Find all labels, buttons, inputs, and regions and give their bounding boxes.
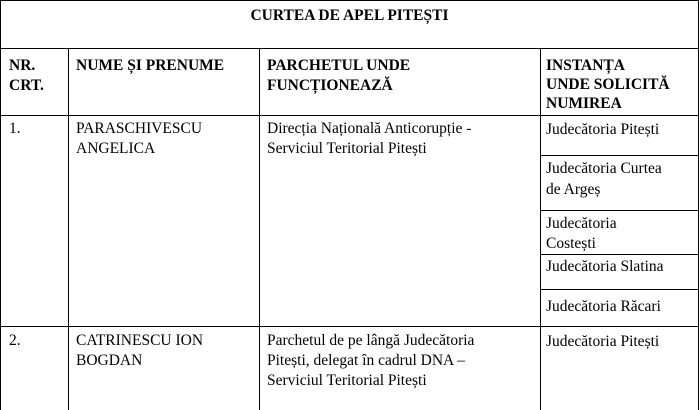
row2-nr: 2. <box>9 332 21 349</box>
row1-name-line1: PARASCHIVESCU <box>76 120 203 137</box>
row1-instanta-4: Judecătoria Slatina <box>546 258 664 275</box>
header-instanta-line2: UNDE SOLICITĂ <box>546 76 670 93</box>
col-divider-2 <box>259 48 260 410</box>
instanta-divider-2 <box>540 210 699 211</box>
instanta-divider-1 <box>540 155 699 156</box>
header-nr-line1: NR. <box>9 57 36 74</box>
col-divider-3 <box>540 48 541 410</box>
row2-name-line2: BOGDAN <box>76 352 143 369</box>
row2-instanta-1: Judecătoria Pitești <box>546 333 660 350</box>
row1-instanta-1: Judecătoria Pitești <box>546 121 660 138</box>
row1-instanta-2-line2: de Argeș <box>546 181 601 198</box>
court-title: CURTEA DE APEL PITEȘTI <box>250 7 449 24</box>
header-parchet-line1: PARCHETUL UNDE <box>267 57 411 74</box>
row1-name-line2: ANGELICA <box>76 140 156 157</box>
row-divider <box>0 326 699 327</box>
table-border-top <box>0 0 699 1</box>
row1-parchet-line2: Serviciul Teritorial Pitești <box>267 140 427 157</box>
row1-instanta-3-line2: Costești <box>546 235 596 252</box>
row1-instanta-2-line1: Judecătoria Curtea <box>546 160 662 177</box>
header-instanta-line3: NUMIREA <box>546 95 622 112</box>
instanta-divider-3 <box>540 254 699 255</box>
row2-parchet-line2: Pitești, delegat în cadrul DNA – <box>267 352 466 369</box>
title-divider <box>0 48 699 49</box>
col-divider-1 <box>68 48 69 410</box>
table-border-left <box>0 0 1 410</box>
row2-parchet-line3: Serviciul Teritorial Pitești <box>267 372 427 389</box>
header-parchet-line2: FUNCȚIONEAZĂ <box>267 77 393 94</box>
instanta-divider-4 <box>540 289 699 290</box>
row1-nr: 1. <box>9 120 21 137</box>
row1-instanta-5: Judecătoria Răcari <box>546 298 661 315</box>
header-name: NUME ȘI PRENUME <box>76 57 225 74</box>
header-nr-line2: CRT. <box>9 77 44 94</box>
row1-parchet-line1: Direcția Națională Anticorupție - <box>267 120 472 137</box>
row2-parchet-line1: Parchetul de pe lângă Judecătoria <box>267 332 475 349</box>
header-divider <box>0 115 699 116</box>
header-instanta-line1: INSTANȚA <box>546 57 625 74</box>
row2-name-line1: CATRINESCU ION <box>76 332 204 349</box>
row1-instanta-3-line1: Judecătoria <box>546 215 617 232</box>
